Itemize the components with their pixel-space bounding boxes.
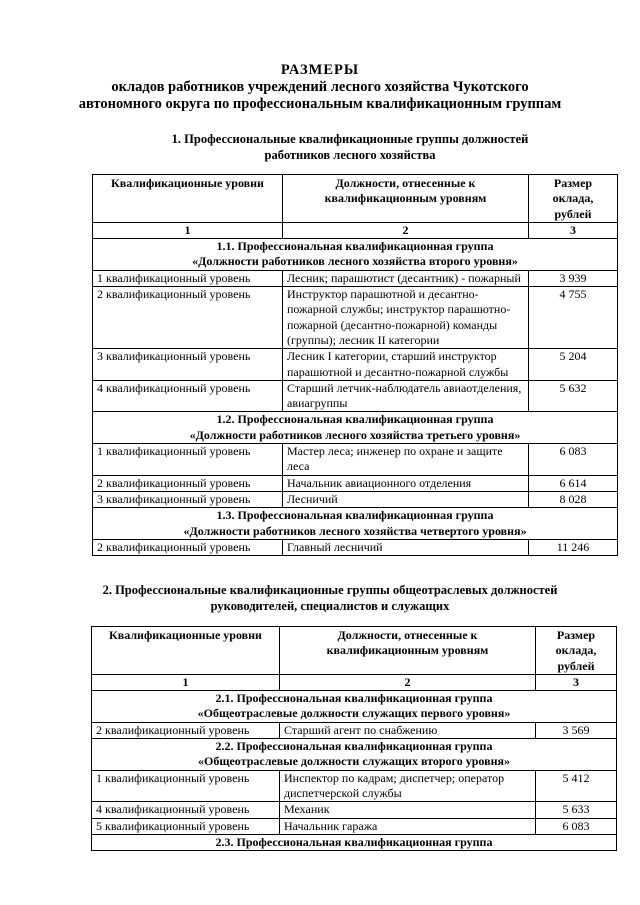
group-title-line-2: «Общеотраслевые должности служащих первого уровня» [197, 706, 511, 721]
table-row [93, 380, 618, 412]
group-title [92, 834, 617, 850]
column-number: 1 [93, 222, 283, 238]
positions-cell: Лесничий [283, 491, 529, 507]
column-number: 2 [280, 674, 536, 690]
section-1-heading-line-1: 1. Профессиональные квалификационные группы должностей [171, 132, 529, 146]
group-title-row [92, 834, 617, 850]
salary-cell: 5 632 [529, 380, 618, 412]
group-title-line-1: 1.3. Профессиональная квалификационная группа [216, 508, 494, 523]
title-line-3: автономного округа по профессиональным квалификационным группам [78, 96, 562, 112]
table-row [92, 802, 617, 818]
table-row [93, 475, 618, 491]
column-number: 3 [536, 674, 617, 690]
group-title-row [93, 412, 618, 444]
group-title-line-1: 2.2. Профессиональная квалификационная группа [215, 739, 493, 754]
positions-cell: Начальник авиационного отделения [283, 475, 529, 491]
group-title [92, 691, 617, 723]
header-levels: Квалификационные уровни [93, 175, 283, 223]
group-title-row [93, 508, 618, 540]
positions-cell: Старший агент по снабжению [280, 722, 536, 738]
section-1-heading [60, 131, 640, 163]
positions-cell: Лесник I категории, старший инструктор парашютной и десантно-пожарной службы [283, 349, 529, 381]
group-title-row [93, 239, 618, 271]
section-2-heading-line-2: руководителей, специалистов и служащих [210, 599, 450, 613]
table-row [92, 770, 617, 802]
group-title-row [92, 691, 617, 723]
section-2-table [91, 626, 617, 851]
header-positions: Должности, отнесенные к квалификационным уровням [280, 627, 536, 675]
table-row [93, 349, 618, 381]
column-number: 2 [283, 222, 529, 238]
section-2-heading [20, 582, 640, 614]
positions-cell: Мастер леса; инженер по охране и защите леса [283, 444, 529, 476]
level-cell: 2 квалификационный уровень [93, 475, 283, 491]
group-title-line-1: 2.1. Профессиональная квалификационная группа [215, 691, 493, 706]
salary-cell: 8 028 [529, 491, 618, 507]
salary-cell: 5 633 [536, 802, 617, 818]
table-header-row [93, 175, 618, 223]
column-number: 1 [92, 674, 280, 690]
table-row [93, 491, 618, 507]
table-row [93, 444, 618, 476]
group-title-line-2: «Должности работников лесного хозяйства третьего уровня» [189, 427, 521, 442]
level-cell: 1 квалификационный уровень [92, 770, 280, 802]
salary-cell: 5 204 [529, 349, 618, 381]
positions-cell: Инструктор парашютной и десантно-пожарной службы; инструктор парашютно-пожарной (десантно-пожарной) команды (группы); лесник II категории [283, 287, 529, 349]
group-title-line-2: «Общеотраслевые должности служащих второго уровня» [198, 754, 510, 769]
table-row [93, 287, 618, 349]
header-salary: Размер оклада, рублей [536, 627, 617, 675]
group-title-row [92, 739, 617, 771]
level-cell: 2 квалификационный уровень [93, 287, 283, 349]
title-line-2: окладов работников учреждений лесного хозяйства Чукотского [111, 79, 529, 95]
salary-cell: 5 412 [536, 770, 617, 802]
column-numbers-row [92, 674, 617, 690]
level-cell: 2 квалификационный уровень [93, 539, 283, 555]
positions-cell: Главный лесничий [283, 539, 529, 555]
level-cell: 5 квалификационный уровень [92, 818, 280, 834]
group-title [93, 508, 618, 540]
header-levels: Квалификационные уровни [92, 627, 280, 675]
group-title-line-2: «Должности работников лесного хозяйства второго уровня» [192, 254, 518, 269]
salary-cell: 6 083 [529, 444, 618, 476]
table-row [93, 539, 618, 555]
salary-cell: 3 569 [536, 722, 617, 738]
salary-cell: 11 246 [529, 539, 618, 555]
positions-cell: Лесник; парашютист (десантник) - пожарный [283, 270, 529, 286]
document-title [0, 62, 640, 113]
positions-cell: Механик [280, 802, 536, 818]
level-cell: 3 квалификационный уровень [93, 349, 283, 381]
salary-cell: 6 083 [536, 818, 617, 834]
section-1-heading-line-2: работников лесного хозяйства [264, 148, 436, 162]
group-title-line-2: «Должности работников лесного хозяйства четвертого уровня» [183, 523, 527, 538]
level-cell: 4 квалификационный уровень [93, 380, 283, 412]
group-title [93, 412, 618, 444]
group-title [93, 239, 618, 271]
level-cell: 3 квалификационный уровень [93, 491, 283, 507]
positions-cell: Старший летчик-наблюдатель авиаотделения, авиагруппы [283, 380, 529, 412]
group-title-line-1: 1.2. Профессиональная квалификационная группа [216, 412, 494, 427]
level-cell: 1 квалификационный уровень [93, 270, 283, 286]
column-number: 3 [529, 222, 618, 238]
level-cell: 1 квалификационный уровень [93, 444, 283, 476]
table-row [92, 722, 617, 738]
salary-cell: 3 939 [529, 270, 618, 286]
column-numbers-row [93, 222, 618, 238]
section-1-table [92, 174, 618, 556]
positions-cell: Инспектор по кадрам; диспетчер; оператор диспетчерской службы [280, 770, 536, 802]
table-row [93, 270, 618, 286]
group-title-line-1: 2.3. Профессиональная квалификационная группа [215, 834, 493, 849]
section-2-heading-line-1: 2. Профессиональные квалификационные группы общеотраслевых должностей [102, 583, 558, 597]
salary-cell: 4 755 [529, 287, 618, 349]
title-line-1: РАЗМЕРЫ [280, 62, 360, 78]
level-cell: 2 квалификационный уровень [92, 722, 280, 738]
level-cell: 4 квалификационный уровень [92, 802, 280, 818]
header-positions: Должности, отнесенные к квалификационным уровням [283, 175, 529, 223]
table-header-row [92, 627, 617, 675]
header-salary: Размер оклада, рублей [529, 175, 618, 223]
group-title-line-1: 1.1. Профессиональная квалификационная группа [216, 239, 494, 254]
positions-cell: Начальник гаража [280, 818, 536, 834]
salary-cell: 6 614 [529, 475, 618, 491]
table-row [92, 818, 617, 834]
group-title [92, 739, 617, 771]
